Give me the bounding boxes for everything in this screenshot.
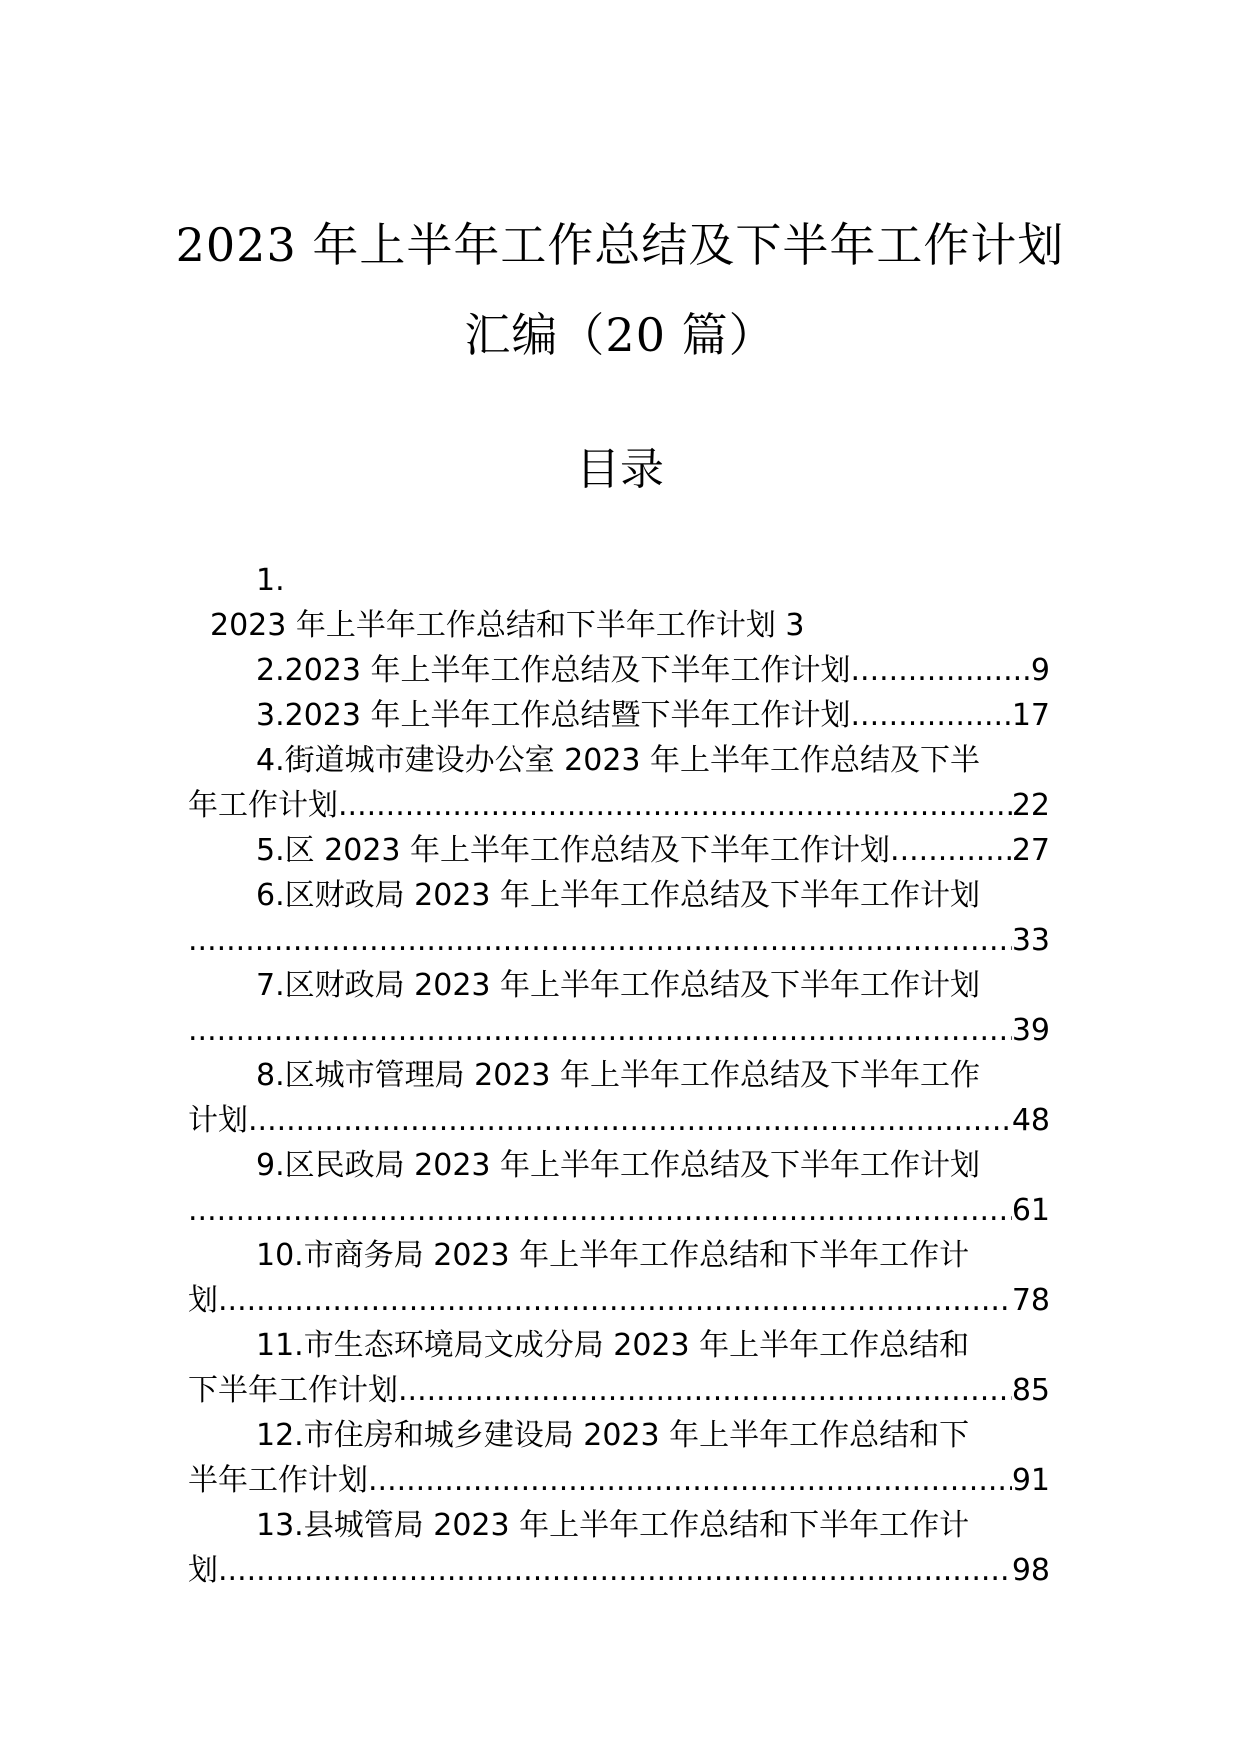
table-of-contents [188,558,1050,1593]
leader-dots [338,783,1012,828]
toc-item-label: 2.2023 年上半年工作总结及下半年工作计划 [256,653,851,688]
toc-item-7-line2[interactable] [188,1008,1050,1053]
toc-page-number: 85 [1011,1373,1050,1408]
toc-item-4-line1[interactable]: 4.街道城市建设办公室 2023 年上半年工作总结及下半 [256,743,981,778]
toc-item-label: 划 [188,1553,218,1588]
toc-item-label: 5.区 2023 年上半年工作总结及下半年工作计划 [256,833,891,868]
toc-item-label: 划 [188,1283,218,1318]
toc-item-label: 年工作计划 [188,788,338,823]
toc-page-number: 9 [1030,653,1050,688]
toc-item-4-line2[interactable] [188,783,1050,828]
toc-item-label: 半年工作计划 [188,1463,368,1498]
toc-item-1-title[interactable]: 2023 年上半年工作总结和下半年工作计划 3 [210,608,805,643]
leader-dots [218,1278,1012,1323]
toc-item-13-line2[interactable] [188,1548,1050,1593]
leader-dots [398,1368,1012,1413]
toc-page-number: 78 [1011,1283,1050,1318]
leader-dots [248,1098,1012,1143]
toc-item-7-line1[interactable]: 7.区财政局 2023 年上半年工作总结及下半年工作计划 [256,968,981,1003]
toc-item-3[interactable] [188,693,1050,738]
leader-dots [851,693,1012,738]
toc-item-2[interactable] [188,648,1050,693]
toc-item-6-line2[interactable] [188,918,1050,963]
toc-item-10-line2[interactable] [188,1278,1050,1323]
toc-page-number: 22 [1011,788,1050,823]
toc-item-11-line1[interactable]: 11.市生态环境局文成分局 2023 年上半年工作总结和 [256,1328,970,1363]
leader-dots [851,648,1031,693]
toc-page-number: 91 [1011,1463,1050,1498]
leader-dots [188,918,1012,963]
toc-item-8-line1[interactable]: 8.区城市管理局 2023 年上半年工作总结及下半年工作 [256,1058,981,1093]
leader-dots [218,1548,1012,1593]
toc-page-number: 39 [1011,1013,1050,1048]
toc-page-number: 27 [1011,833,1050,868]
toc-page-number: 17 [1011,698,1050,733]
leader-dots [188,1008,1012,1053]
document-title-line2: 汇编（20 篇） [464,308,776,362]
toc-page-number: 61 [1011,1193,1050,1228]
toc-item-label: 下半年工作计划 [188,1373,398,1408]
toc-item-6-line1[interactable]: 6.区财政局 2023 年上半年工作总结及下半年工作计划 [256,878,981,913]
leader-dots [188,1188,1012,1233]
leader-dots [890,828,1012,873]
toc-page-number: 33 [1011,923,1050,958]
leader-dots [368,1458,1012,1503]
toc-item-13-line1[interactable]: 13.县城管局 2023 年上半年工作总结和下半年工作计 [256,1508,970,1543]
toc-item-12-line1[interactable]: 12.市住房和城乡建设局 2023 年上半年工作总结和下 [256,1418,970,1453]
toc-page-number: 48 [1011,1103,1050,1138]
toc-page-number: 98 [1011,1553,1050,1588]
toc-item-11-line2[interactable] [188,1368,1050,1413]
toc-item-5[interactable] [188,828,1050,873]
toc-item-10-line1[interactable]: 10.市商务局 2023 年上半年工作总结和下半年工作计 [256,1238,970,1273]
toc-item-label: 计划 [188,1103,248,1138]
toc-heading: 目录 [576,444,664,495]
document-title-line1: 2023 年上半年工作总结及下半年工作计划 [175,218,1065,272]
toc-item-9-line1[interactable]: 9.区民政局 2023 年上半年工作总结及下半年工作计划 [256,1148,981,1183]
toc-item-12-line2[interactable] [188,1458,1050,1503]
toc-item-8-line2[interactable] [188,1098,1050,1143]
toc-item-9-line2[interactable] [188,1188,1050,1233]
toc-item-label: 3.2023 年上半年工作总结暨下半年工作计划 [256,698,851,733]
toc-item-1-number[interactable]: 1. [256,563,285,598]
